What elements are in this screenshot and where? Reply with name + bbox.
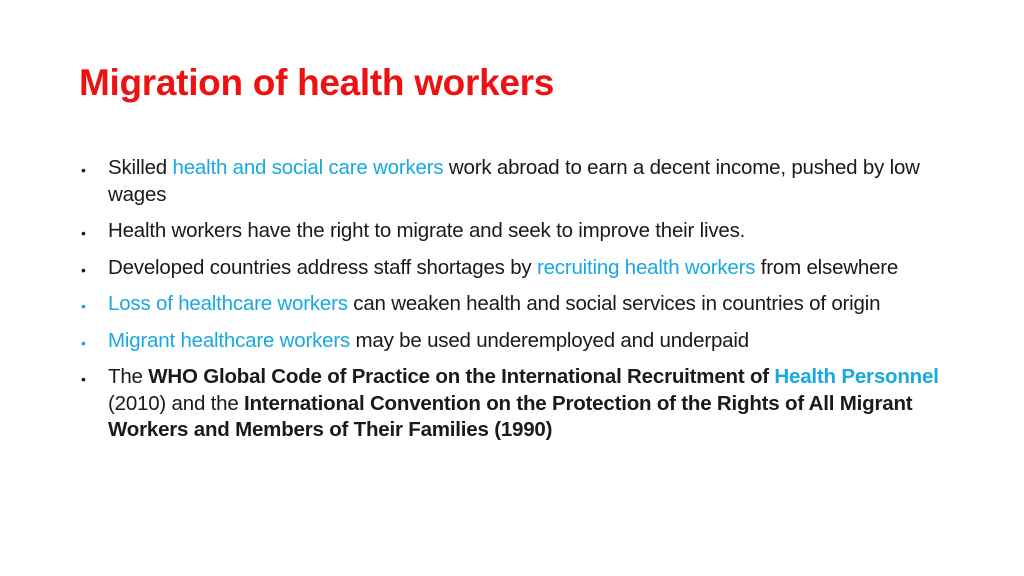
bullet-dot-icon: • [81,334,86,351]
bullet-text: work abroad to earn a decent income, pushed by low wages [108,156,920,206]
bullet-bold-text: International Convention on the Protection of the Rights of All Migrant Workers and Members of Their Families (1990) [108,391,913,441]
bullet-highlight: recruiting health workers [536,255,756,279]
bullet-bold-text: WHO Global Code of Practice on the International Recruitment of [148,365,775,388]
bullet-text: can weaken health and social services in countries of origin [347,292,881,315]
bullet-item [79,364,949,444]
bullet-dot-icon: • [81,162,86,178]
bullet-text: (2010) and the [108,391,245,415]
bullet-highlight: health and social care workers [172,156,444,179]
bullet-dot-icon: • [81,298,86,314]
bullet-highlight: Migrant healthcare workers [108,328,351,352]
bullet-dot-icon: • [81,261,86,278]
bullet-text: from elsewhere [755,255,899,279]
bullet-item [79,218,949,245]
bullet-item [79,328,949,355]
bullet-list [79,155,949,454]
bullet-item [79,291,949,318]
bullet-text: Health workers have the right to migrate and seek to improve their lives. [108,219,746,242]
bullet-highlight: Health Personnel [774,365,939,388]
bullet-text: Developed countries address staff shortages by [108,255,537,279]
bullet-text: The [108,365,149,388]
bullet-text: Skilled [108,156,173,179]
bullet-text: may be used underemployed and underpaid [350,328,749,352]
bullet-item [79,155,949,208]
bullet-dot-icon: • [81,225,86,241]
slide-title: Migration of health workers [79,62,555,103]
bullet-dot-icon: • [81,371,86,387]
bullet-item [79,255,949,282]
bullet-highlight: Loss of healthcare workers [108,292,348,315]
